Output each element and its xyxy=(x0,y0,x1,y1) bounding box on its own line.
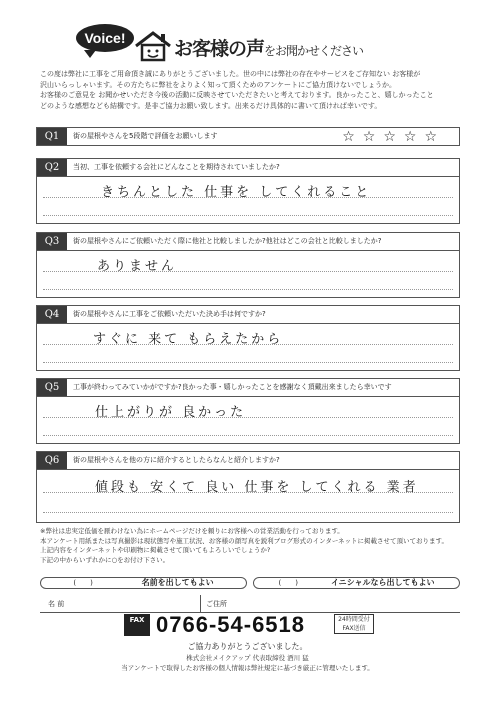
question-header xyxy=(36,451,460,470)
fax-icon-label: FAX xyxy=(129,616,145,624)
intro-line: どのような感想なども結構です。是非ご協力お願い致します。出来るだけ具体的に書いて頂ければ幸いです。 xyxy=(40,101,382,110)
question-text: 街の屋根やさんにご依頼いただく際に他社と比較しましたか?他社はどこの会社と比較しましたか? xyxy=(73,237,382,245)
question-header xyxy=(36,305,460,324)
consent-mark-field[interactable]: ( ) xyxy=(278,579,298,587)
consent-option-label: 名前を出してもよい xyxy=(141,578,214,587)
answer-area[interactable] xyxy=(36,251,460,298)
thanks-message: ご協力ありがとうございました。 xyxy=(187,642,308,651)
answer-line xyxy=(43,435,453,436)
question-label: Q6 xyxy=(37,452,67,469)
answer-area[interactable] xyxy=(36,397,460,444)
name-label: 名 前 xyxy=(48,600,65,608)
thanks-section xyxy=(0,641,495,673)
question-q1 xyxy=(36,127,460,147)
intro-line: 沢山いらっしゃいます。その方たちに弊社をよりよく知って頂くためのアンケートにご協力頂けないでしょうか。 xyxy=(40,80,397,89)
address-label: ご住所 xyxy=(206,600,227,608)
voice-label: Voice! xyxy=(84,30,126,46)
divider xyxy=(200,595,201,613)
footer-notes xyxy=(40,527,470,565)
answer-area[interactable] xyxy=(36,324,460,371)
page-title xyxy=(174,34,424,58)
intro-line: お客様のご意見を お聞かせいただき今後の活動に反映させていただきたいと考えております。良かったこと、嬉しかったこと xyxy=(40,91,434,99)
voice-bubble-logo xyxy=(76,24,134,52)
intro-text xyxy=(40,69,460,111)
consent-option-name[interactable] xyxy=(40,577,247,589)
answer-area[interactable] xyxy=(36,470,460,523)
question-header xyxy=(36,232,460,251)
question-text: 当初、工事を依頼する会社にどんなことを期待されていましたか? xyxy=(73,163,280,171)
fax-number: 0766-54-6518 xyxy=(156,612,306,637)
question-header xyxy=(36,378,460,397)
note-line: 上記内容をインターネットや印刷物に掲載させて頂いてもよろしいでしょうか? xyxy=(40,546,271,554)
house-icon xyxy=(134,30,172,62)
name-address-row xyxy=(40,595,460,613)
note-line: 下記の中からいずれかに○をお付け下さい。 xyxy=(40,555,170,564)
title-part-2: 声 xyxy=(246,38,265,60)
consent-mark-field[interactable]: ( ) xyxy=(73,579,93,587)
question-text: 街の屋根やさんを他の方に紹介するとしたらなんと紹介しますか? xyxy=(73,456,280,464)
answer-text: すぐに 来て もらえたから xyxy=(93,332,284,347)
consent-option-label: イニシャルなら出してもよい xyxy=(330,578,435,587)
question-label: Q5 xyxy=(37,379,67,396)
title-part-3: をお聞かせください xyxy=(264,44,364,58)
note-line: 本アンケート用紙または写真撮影は現状態写や施工状況、お客様の顔写真を鋭利ブログ形式のインターネットに掲載させて頂いております。 xyxy=(40,536,449,545)
question-label: Q4 xyxy=(37,306,67,323)
rating-stars[interactable]: ☆☆☆☆☆ xyxy=(342,129,445,145)
answer-line xyxy=(43,512,453,513)
question-q3 xyxy=(36,232,460,298)
question-text: 街の屋根やさんを5段階で評価をお願いします xyxy=(73,132,218,140)
fax-icon xyxy=(124,614,150,636)
answer-text: 値段も 安くて 良い 仕事を してくれる 業者 xyxy=(95,480,419,495)
question-q6 xyxy=(36,451,460,523)
question-label: Q1 xyxy=(37,128,67,145)
answer-line xyxy=(43,362,453,363)
answer-line xyxy=(43,215,453,216)
consent-options xyxy=(40,577,460,589)
note-line: ※弊社は忠実定低価を厭わけない為にホームページだけを頼りにお客様への営業活動を行っております。 xyxy=(40,527,344,535)
company-signature: 株式会社メイクアップ 代表取締役 酒川 猛 xyxy=(186,654,309,662)
answer-text: ありません xyxy=(97,259,178,274)
question-q2 xyxy=(36,158,460,224)
question-label: Q3 xyxy=(37,233,67,250)
answer-line xyxy=(43,289,453,290)
answer-text: 仕上がりが 良かった xyxy=(95,405,247,420)
answer-text: きちんとした 仕事を してくれること xyxy=(101,185,372,200)
intro-line: この度は弊社に工事をご用命頂き誠にありがとうございました。世の中には弊社の存在やサービスをご存知ない お客様が xyxy=(40,70,421,78)
question-q4 xyxy=(36,305,460,371)
title-part-1: お客様の xyxy=(174,38,247,60)
question-text: 工事が終わってみていかがですか?良かった事・嬉しかったことを感謝なく頂戴出来ましたら幸いです xyxy=(73,383,392,391)
question-text: 街の屋根やさんに工事をご依頼いただいた決め手は何ですか? xyxy=(73,310,266,318)
question-header xyxy=(36,127,460,146)
privacy-note: 当アンケートで取得したお客様の個人情報は弊社規定に基づき厳正に管理いたします。 xyxy=(121,664,374,672)
consent-option-initials[interactable] xyxy=(253,577,460,589)
fax-row xyxy=(124,612,384,636)
question-header xyxy=(36,158,460,177)
question-label: Q2 xyxy=(37,159,67,176)
answer-area[interactable] xyxy=(36,177,460,224)
question-q5 xyxy=(36,378,460,444)
fax-badge: 24時間受付 FAX送信 xyxy=(334,614,374,634)
